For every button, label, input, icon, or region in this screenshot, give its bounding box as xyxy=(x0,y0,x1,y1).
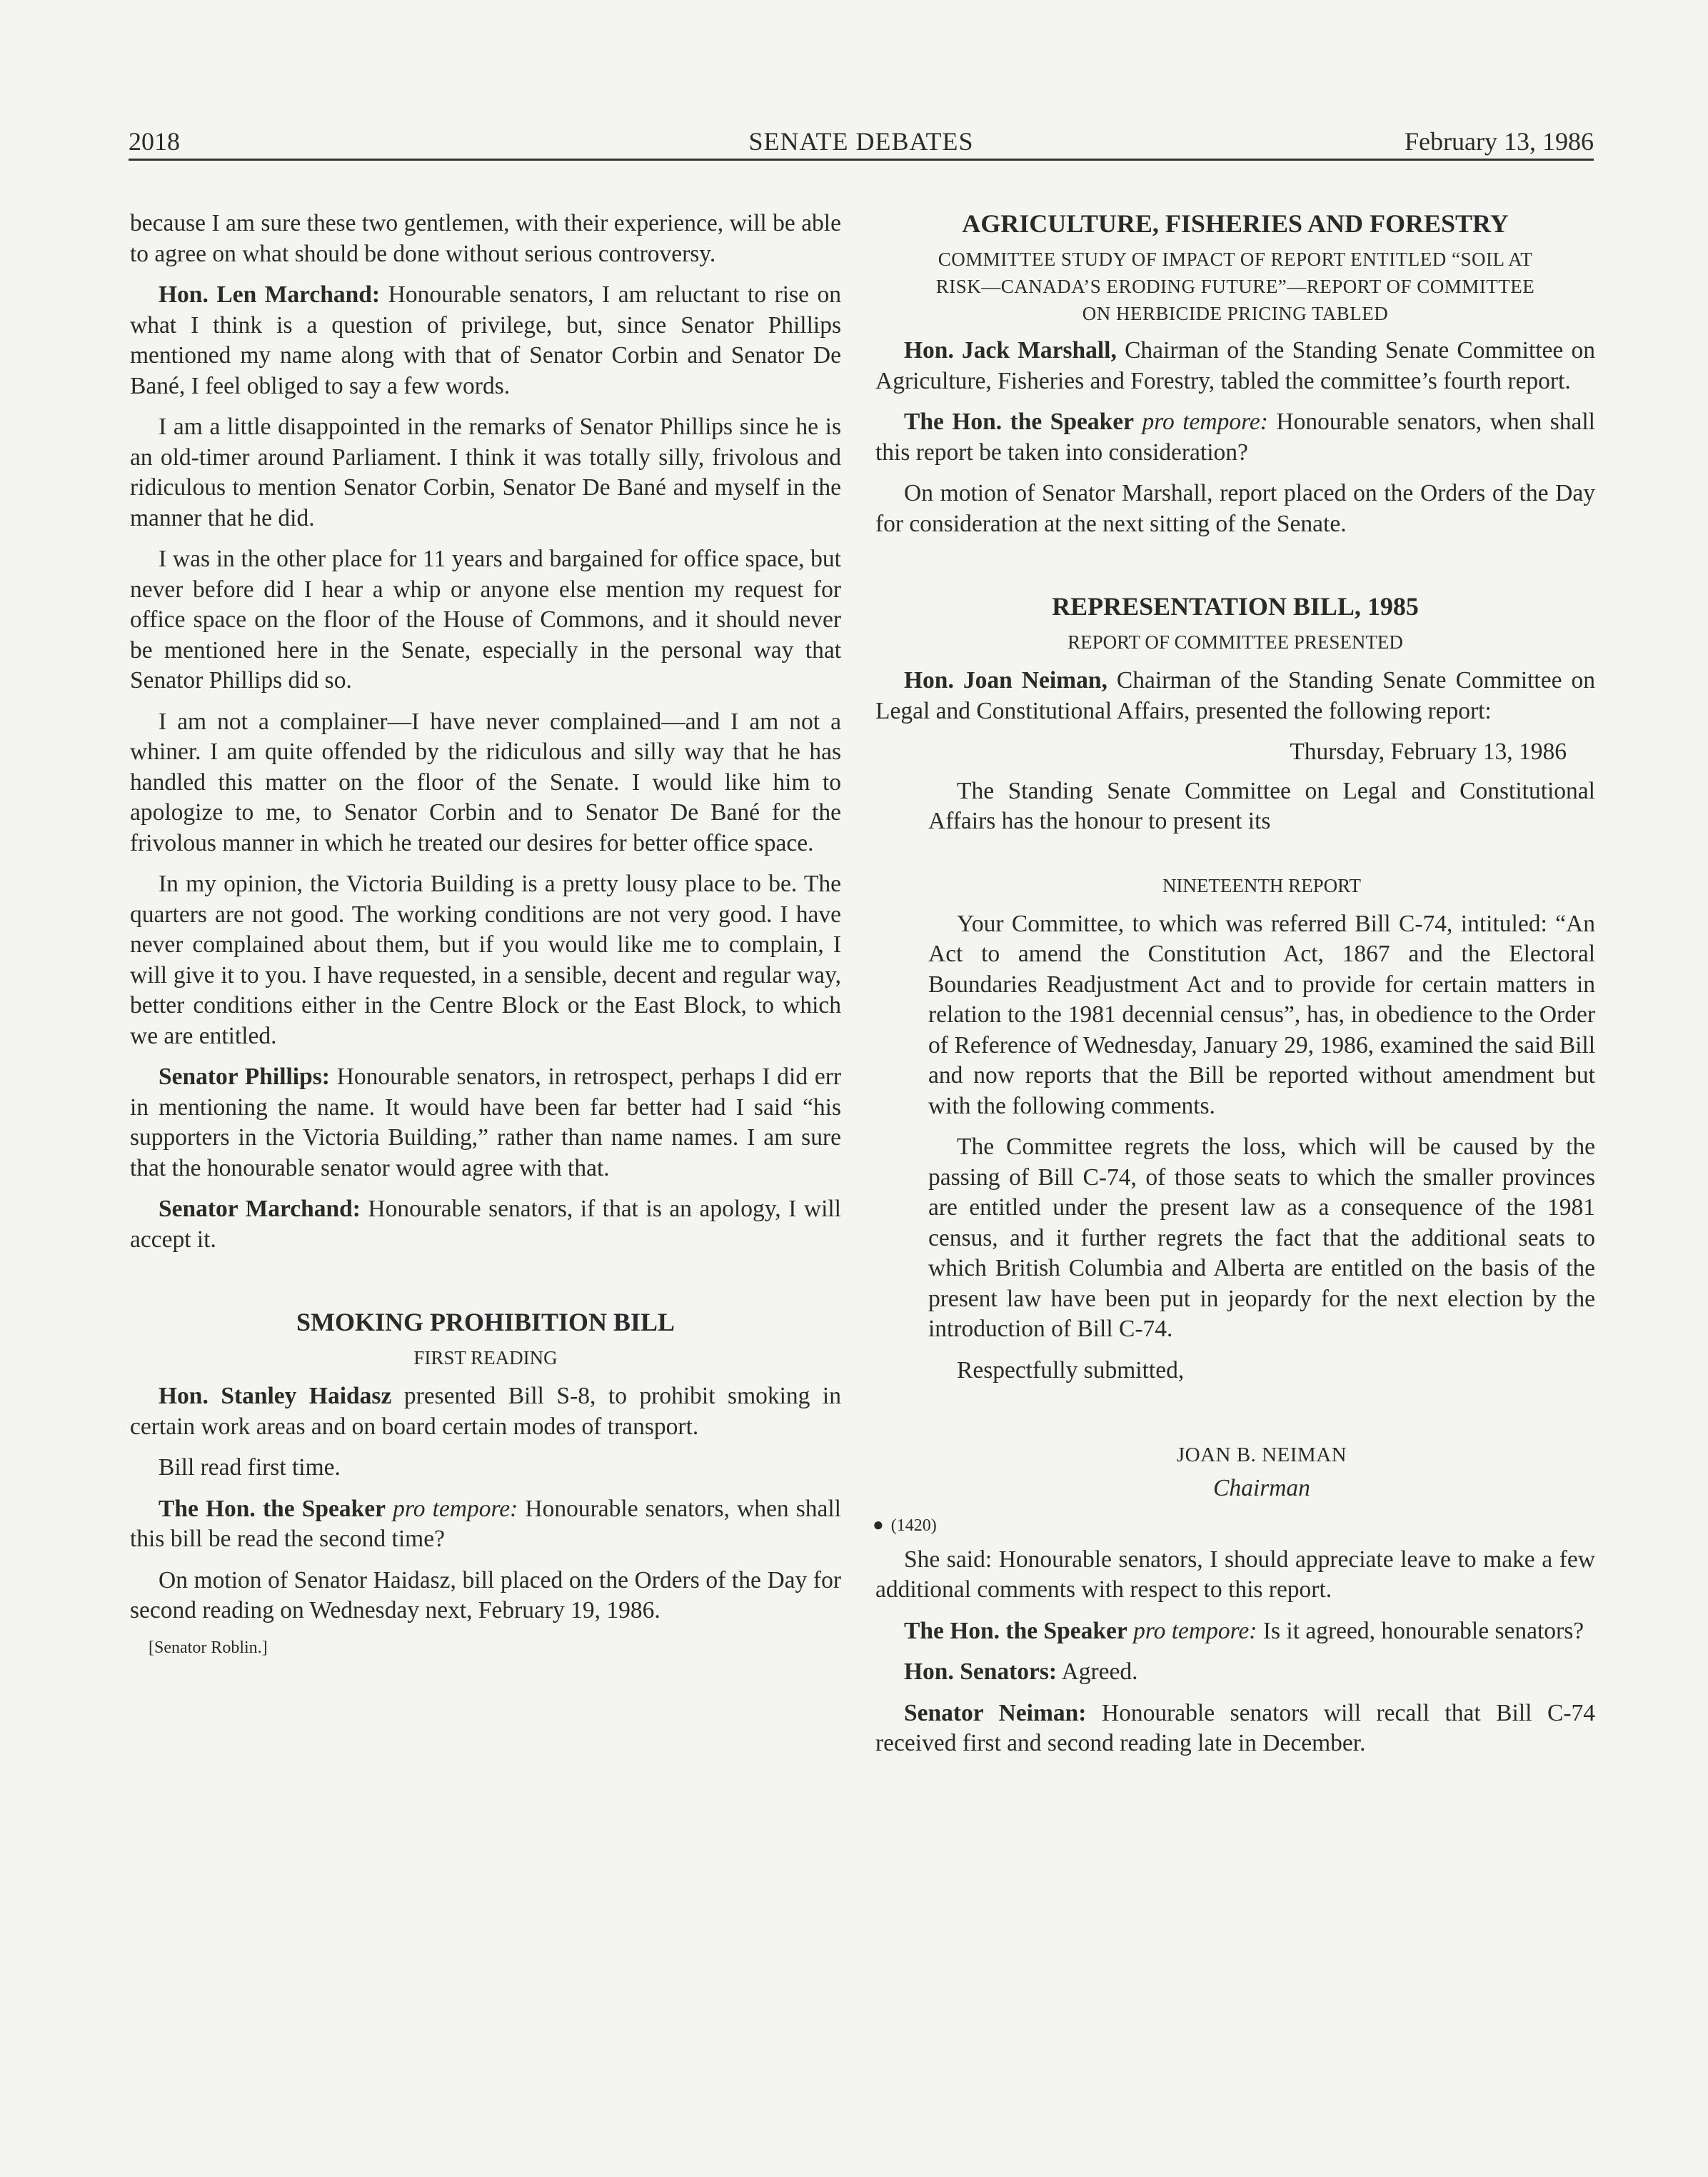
section-heading-representation: REPRESENTATION BILL, 1985 xyxy=(1052,592,1419,621)
speech-text: Honourable senators, when shall this report be taken into consideration? xyxy=(875,409,1595,466)
paragraph: Bill read first time. xyxy=(159,1454,341,1481)
report-paragraph: The Committee regrets the loss, which will be caused by the passing of Bill C-74, of those seats to which the smaller provinces are entitled under the present law as a consequence of the 1981 census, and it further regrets the fact that the additional seats to which British Columbia and Alberta are entitled on the basis of the present law have been put in jeopardy for the next election by the introduction of Bill C-74. xyxy=(928,1133,1595,1342)
speaker-role: pro tempore: xyxy=(386,1495,518,1522)
speech-text: Honourable senators, if that is an apology, I will accept it. xyxy=(130,1196,841,1253)
speech-text: Honourable senators, I am reluctant to rise on what I think is a question of privilege, but, since Senator Phillips mentioned my name along with that of Senator Corbin and Senator De Bané, I feel obliged to say a few words. xyxy=(130,281,841,399)
speech-text: Is it agreed, honourable senators? xyxy=(1257,1617,1584,1644)
speaker-name: Hon. Senators: xyxy=(904,1658,1058,1685)
speaker-name: Hon. Jack Marshall, xyxy=(904,337,1117,364)
speaker-name: Hon. Joan Neiman, xyxy=(904,667,1107,694)
speech-senators xyxy=(875,1657,1595,1688)
speaker-name: The Hon. the Speaker xyxy=(904,1617,1127,1644)
page-number: 2018 xyxy=(129,127,180,156)
speaker-name: Senator Neiman: xyxy=(904,1699,1087,1726)
footnote: [Senator Roblin.] xyxy=(149,1638,268,1657)
time-marker: ● (1420) xyxy=(873,1513,937,1535)
left-column xyxy=(130,209,841,1658)
speaker-name: Hon. Stanley Haidasz xyxy=(159,1383,392,1409)
right-column xyxy=(875,209,1595,1770)
section-heading-agriculture: AGRICULTURE, FISHERIES AND FORESTRY xyxy=(962,209,1509,238)
speaker-role: pro tempore: xyxy=(1134,409,1268,435)
section-subheading-line: COMMITTEE STUDY OF IMPACT OF REPORT ENTITLED “SOIL AT xyxy=(938,249,1533,270)
page-header xyxy=(129,127,1594,161)
speech-text: presented Bill S-8, to prohibit smoking in certain work areas and on board certain modes of transport. xyxy=(130,1383,841,1440)
report-date: Thursday, February 13, 1986 xyxy=(1290,739,1567,765)
speech-speaker xyxy=(875,1616,1595,1647)
paragraph: I was in the other place for 11 years and bargained for office space, but never before did I hear a whip or anyone else mention my request for office space on the floor of the House of Commons, and it should never be mentioned here in the Senate, especially in the personal way that Senator Phillips did so. xyxy=(130,546,841,694)
report-title: NINETEENTH REPORT xyxy=(1162,874,1362,896)
section-subheading-line: ON HERBICIDE PRICING TABLED xyxy=(1082,303,1389,324)
paragraph: On motion of Senator Marshall, report placed on the Orders of the Day for consideration at the next sitting of the Senate. xyxy=(875,480,1595,537)
speech-neiman-remarks xyxy=(875,1698,1595,1759)
section-heading-smoking: SMOKING PROHIBITION BILL xyxy=(296,1308,675,1336)
speaker-name: The Hon. the Speaker xyxy=(904,409,1134,435)
paragraph: She said: Honourable senators, I should appreciate leave to make a few additional comments with respect to this report. xyxy=(875,1546,1595,1603)
speech-marchand xyxy=(130,280,841,401)
section-subheading-line: RISK—CANADA’S ERODING FUTURE”—REPORT OF COMMITTEE xyxy=(935,276,1535,297)
speech-speaker xyxy=(130,1494,841,1555)
paragraph: because I am sure these two gentlemen, with their experience, will be able to agree on what should be done without serious controversy. xyxy=(130,210,841,267)
report-closing: Respectfully submitted, xyxy=(957,1356,1185,1383)
paragraph: On motion of Senator Haidasz, bill placed on the Orders of the Day for second reading on Wednesday next, February 19, 1986. xyxy=(130,1566,841,1623)
speech-text: Honourable senators, in retrospect, perhaps I did err in mentioning the name. It would have been far better had I said “his supporters in the Victoria Building,” rather than name names. I am sure that the honourable senator would agree with that. xyxy=(130,1064,842,1181)
paragraph: I am a little disappointed in the remarks of Senator Phillips since he is an old-timer around Parliament. I think it was totally silly, frivolous and ridiculous to mention Senator Corbin, Senator De Bané and myself in the manner that he did. xyxy=(130,414,841,531)
speaker-name: Hon. Len Marchand: xyxy=(159,281,381,308)
header-date: February 13, 1986 xyxy=(1405,127,1594,156)
speech-text: Honourable senators, when shall this bill be read the second time? xyxy=(130,1495,841,1552)
speech-haidasz xyxy=(130,1381,841,1442)
speech-text: Honourable senators will recall that Bill C-74 received first and second reading late in December. xyxy=(875,1699,1595,1756)
speaker-name: Senator Phillips: xyxy=(159,1064,330,1090)
speech-marshall xyxy=(875,336,1595,396)
speech-text: Agreed. xyxy=(1057,1658,1138,1685)
signature-name: JOAN B. NEIMAN xyxy=(1176,1443,1347,1466)
signature-title: Chairman xyxy=(1213,1475,1310,1501)
speech-neiman xyxy=(875,666,1595,726)
speech-phillips xyxy=(130,1062,841,1183)
publication-title: SENATE DEBATES xyxy=(748,127,974,156)
paragraph: I am not a complainer—I have never complained—and I am not a whiner. I am quite offended by the ridiculous and silly way that he has handled this matter on the floor of the Senate. I would like him to apologize to me, to Senator Corbin and to Senator De Bané for the frivolous manner in which he treated our desires for better office space. xyxy=(130,708,841,856)
paragraph: In my opinion, the Victoria Building is a pretty lousy place to be. The quarters are not good. The working conditions are not very good. I have never complained about them, but if you would like me to complain, I will give it to you. I have requested, in a sensible, decent and regular way, better conditions either in the Centre Block or the East Block, to which we are entitled. xyxy=(130,871,841,1049)
speech-text: Chairman of the Standing Senate Committee on Agriculture, Fisheries and Forestry, tabled the committee’s fourth report. xyxy=(875,337,1595,394)
section-subheading-report: REPORT OF COMMITTEE PRESENTED xyxy=(1068,631,1403,653)
committee-report xyxy=(928,737,1595,1504)
report-intro: The Standing Senate Committee on Legal and Constitutional Affairs has the honour to present its xyxy=(928,777,1595,834)
speaker-name: The Hon. the Speaker xyxy=(159,1495,386,1522)
bullet-icon: ● xyxy=(873,1513,884,1535)
speech-marchand-reply xyxy=(130,1194,841,1255)
report-paragraph: Your Committee, to which was referred Bill C-74, intituled: “An Act to amend the Constitution Act, 1867 and the Electoral Boundaries Readjustment Act and to provide for certain matters in relation to the 1981 decennial census”, has, in obedience to the Order of Reference of Wednesday, January 29, 1986, examined the said Bill and now reports that the Bill be reported without amendment but with the following comments. xyxy=(928,910,1595,1119)
speaker-name: Senator Marchand: xyxy=(159,1196,361,1222)
speech-text: Chairman of the Standing Senate Committee on Legal and Constitutional Affairs, presented the following report: xyxy=(875,667,1595,724)
speaker-role: pro tempore: xyxy=(1127,1617,1257,1644)
section-subheading-first-reading: FIRST READING xyxy=(413,1347,558,1368)
speech-speaker xyxy=(875,407,1595,468)
